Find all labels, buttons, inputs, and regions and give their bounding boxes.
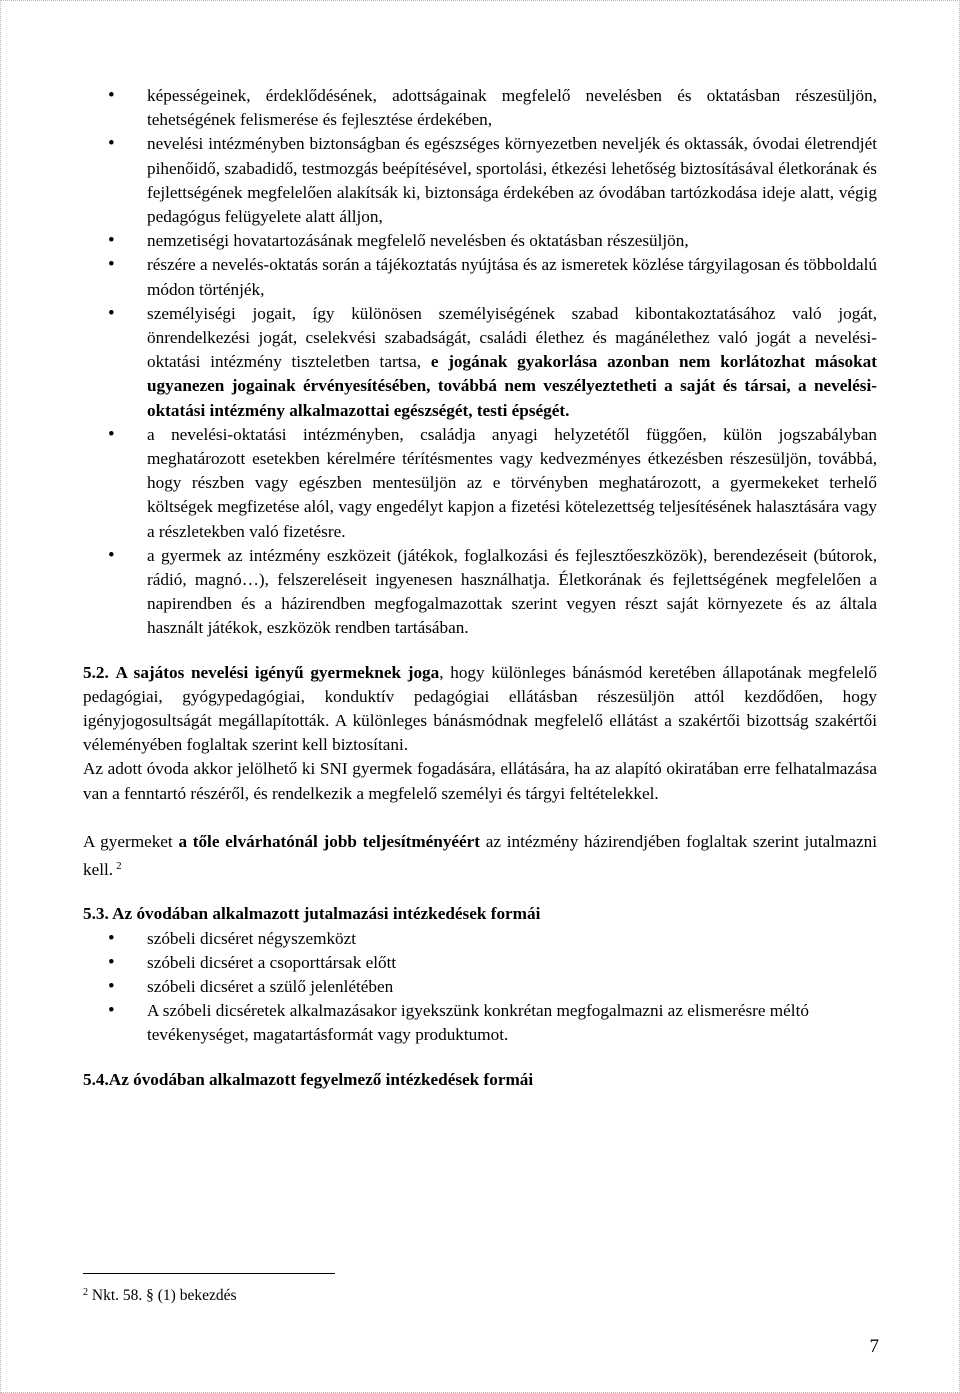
section-text: , hogy különleges bánásmód keretében állapotának megfelelő pedagógiai, gyógypedagógiai, konduktív pedagógiai ellátásban részesüljön attól kezdődően, hogy igényjogosultságát megállapították. A különleges bánásmódnak megfelelő ellátást a szakértői bizottság szakértői véleményében foglaltak szerint kell biztosítani.: [83, 662, 877, 755]
item-text: személyiségi jogait, így különösen személyiségének szabad kibontakoztatásához való jogát, önrendelkezési jogát, cselekvési szabadságát, családi élethez és magánélethez való jogát a nevelési-oktatási intézmény tiszteletben tartsa,: [147, 303, 877, 372]
sni-paragraph: Az adott óvoda akkor jelölhető ki SNI gyermek fogadására, ellátására, ha az alapító okiratában erre felhatalmazása van a fenntartó részéről, és rendelkezik a megfelelő személyi és tárgyi feltételekkel.: [83, 759, 877, 803]
list-item: • A szóbeli dicséretek alkalmazásakor igyekszünk konkrétan megfogalmazni az elismerésre méltó tevékenységet, magatartásformát vagy produktumot.: [83, 999, 877, 1047]
page-number: 7: [869, 1336, 879, 1357]
reward-text-end: az intézmény házirendjében foglaltak szerint jutalmazni kell.: [83, 831, 878, 880]
reward-list: [83, 927, 877, 1048]
section-5-4-heading: 5.4.Az óvodában alkalmazott fegyelmező intézkedések formái: [83, 1069, 534, 1089]
list-item: • szóbeli dicséret a csoporttársak előtt: [83, 951, 877, 975]
footnote-ref: 2: [116, 860, 122, 873]
list-item: [83, 302, 877, 423]
section-title: A sajátos nevelési igényű gyermeknek joga: [115, 662, 440, 682]
reward-bold: a tőle elvárhatónál jobb teljesítményéért: [178, 831, 481, 851]
list-item: • szóbeli dicséret négyszemközt: [83, 927, 877, 951]
section-5-2-paragraph: [83, 661, 877, 758]
footnote: [83, 1283, 237, 1306]
reward-paragraph: [83, 830, 877, 882]
list-item: • szóbeli dicséret a szülő jelenlétében: [83, 975, 877, 999]
reward-text: A gyermeket: [83, 831, 179, 851]
list-item: • a gyermek az intézmény eszközeit (játékok, foglalkozási és fejlesztőeszközök), berendezéseit (bútorok, rádió, magnó…), felszereléseit ingyenesen használhatja. Életkorának és fejlettségének megfelelően a napirendben és a házirendben megfogalmazottak szerint vegyen részt saját környezete és az általa használt játékok, eszközök rendben tartásában.: [83, 544, 877, 641]
list-item: • a nevelési-oktatási intézményben, családja anyagi helyzetétől függően, külön jogszabályban meghatározott esetekben kérelmére térítésmentes vagy kedvezményes étkezésben részesüljön, továbbá, hogy részben vagy egészben mentesüljön az e törvényben meghatározott, a gyermekeket terhelő költségek megfizetése alól, vagy engedélyt kapjon a fizetési kötelezettség teljesítésének halasztására vagy a részletekben való fizetésre.: [83, 423, 877, 544]
item-bold-text: e jogának gyakorlása azonban nem korlátozhat másokat ugyanezen jogainak érvényesítésében, továbbá nem veszélyeztetheti a saját és társai, a nevelési-oktatási intézmény alkalmazottai egészségét, testi épségét.: [147, 352, 877, 420]
section-number: 5.2.: [83, 662, 109, 682]
document-body: [83, 84, 877, 1092]
section-5-3-heading: 5.3. Az óvodában alkalmazott jutalmazási intézkedések formái: [83, 904, 541, 924]
list-item: • részére a nevelés-oktatás során a tájékoztatás nyújtása és az ismeretek közlése tárgyilagosan és többoldalú módon történjék,: [83, 253, 877, 301]
list-item: • nevelési intézményben biztonságban és egészséges környezetben neveljék és oktassák, óvodai életrendjét pihenőidő, szabadidő, testmozgás beépítésével, sportolási, étkezési lehetőség biztosításával életkorának és fejlettségének megfelelően alakítsák ki, biztonsága érdekében az óvodában tartózkodása ideje alatt, végig pedagógus felügyelete alatt álljon,: [83, 132, 877, 229]
footnote-text: Nkt. 58. § (1) bekezdés: [91, 1287, 237, 1304]
rights-list: [83, 84, 877, 641]
footnote-separator: [83, 1273, 335, 1274]
list-item: • nemzetiségi hovatartozásának megfelelő nevelésben és oktatásban részesüljön,: [83, 229, 877, 253]
footnote-mark: 2: [83, 1287, 88, 1298]
list-item: • képességeinek, érdeklődésének, adottságainak megfelelő nevelésben és oktatásban részesüljön, tehetségének felismerése és fejlesztése érdekében,: [83, 84, 877, 132]
